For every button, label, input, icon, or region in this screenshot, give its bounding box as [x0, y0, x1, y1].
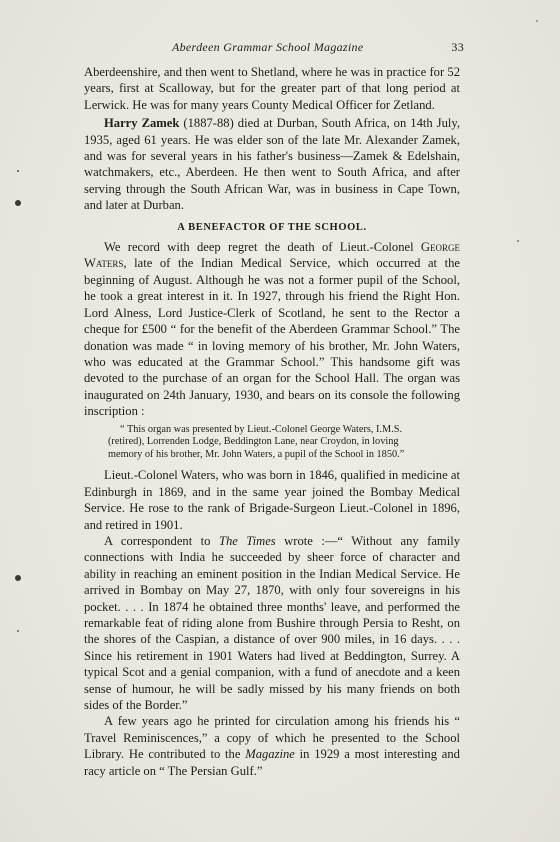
speck-mark — [536, 20, 538, 22]
speck-mark — [17, 630, 19, 632]
binding-hole-mark — [15, 575, 21, 581]
times-tribute-pre: A correspondent to — [104, 533, 219, 548]
article-body — [84, 64, 460, 779]
person-name-waters: George Waters — [84, 240, 460, 271]
person-name-zamek: Harry Zamek — [104, 116, 180, 131]
publication-name-magazine: Magazine — [245, 747, 295, 762]
organ-inscription-quote — [108, 424, 428, 462]
paragraph-reminiscences — [84, 713, 460, 779]
paragraph-benefactor — [84, 239, 460, 419]
inscription-text: “ This organ was presented by Lieut.-Colonel George Waters, I.M.S. (retired), Lorrenden Lodge, Beddington Lane, near Croydon, in loving memory of his brother, Mr. John Waters, a pupil of the School in 1850.” — [108, 423, 405, 460]
paragraph-shetland: Aberdeenshire, and then went to Shetland, where he was in practice for 52 years, first at Scalloway, but for the greater part of that long period at Lerwick. He was for many years County Medical Officer for Zetland. — [84, 65, 460, 112]
section-heading: A BENEFACTOR OF THE SCHOOL. — [177, 221, 367, 233]
speck-mark — [17, 170, 19, 172]
reminiscences-post: in 1929 a most interesting and racy article on “ The Persian Gulf.” — [84, 747, 460, 778]
paragraph-zamek-text: (1887-88) died at Durban, South Africa, on 14th July, 1935, aged 61 years. He was elder son of the late Mr. Alexander Zamek, and was for several years in his father's business—Zamek & Edelshain, watchmakers, etc., Aberdeen. He then went to South Africa, and after serving through the South African War, was in business in Cape Town, and later at Durban. — [84, 116, 461, 213]
binding-hole-mark — [15, 200, 21, 206]
paragraph-benefactor-pre: We record with deep regret the death of Lieut.-Colonel — [104, 240, 421, 255]
page-number: 33 — [451, 40, 464, 54]
speck-mark — [517, 240, 519, 242]
paragraph-zamek-obituary — [84, 115, 460, 213]
paragraph-benefactor-post: , late of the Indian Medical Service, which occurred at the beginning of August. Although he was not a former pupil of the School, he took a great interest in it. In 1927, through his friend the Right Hon. Lord Alness, Lord Justice-Clerk of Scotland, he sent to the Rector a cheque for £500 “ for the benefit of the Aberdeen Grammar School.” The donation was made “ in loving memory of his brother, Mr. John Waters, who was educated at the Grammar School.” This handsome gift was devoted to the purchase of an organ for the School Hall. The organ was inaugurated on 24th January, 1930, and bears on its console the following inscription : — [84, 256, 460, 419]
paragraph-times-tribute — [84, 533, 460, 713]
running-title: Aberdeen Grammar School Magazine — [172, 40, 364, 54]
reminiscences-pre: A few years ago he printed for circulation among his friends his “ Travel Reminiscences,” a copy of which he presented to the School Library. He contributed to the — [84, 714, 460, 762]
publication-name-times: The Times — [218, 533, 276, 548]
paragraph-career: Lieut.-Colonel Waters, who was born in 1846, qualified in medicine at Edinburgh in 1869, and in the same year joined the Bombay Medical Service. He rose to the rank of Brigade-Surgeon Lieut.-Colonel in 1896, and retired in 1901. — [84, 468, 460, 532]
times-tribute-post: wrote :—“ Without any family connections with India he succeeded by sheer force of character and ability in reaching an eminent position in the Indian Medical Service. He arrived in Bombay on May 27, 1870, with only four sovereigns in his pocket. . . . In 1874 he obtained three months' leave, and performed the remarkable feat of riding alone from Bushire through Persia to Resht, on the shores of the Caspian, a distance of over 900 miles, in 16 days. . . . Since his retirement in 1901 Waters had lived at Beddington, Surrey. A typical Scot and a genial companion, with a fund of anecdote and a keen sense of humour, he will be sadly missed by his many friends on both sides of the Border.” — [84, 533, 460, 712]
